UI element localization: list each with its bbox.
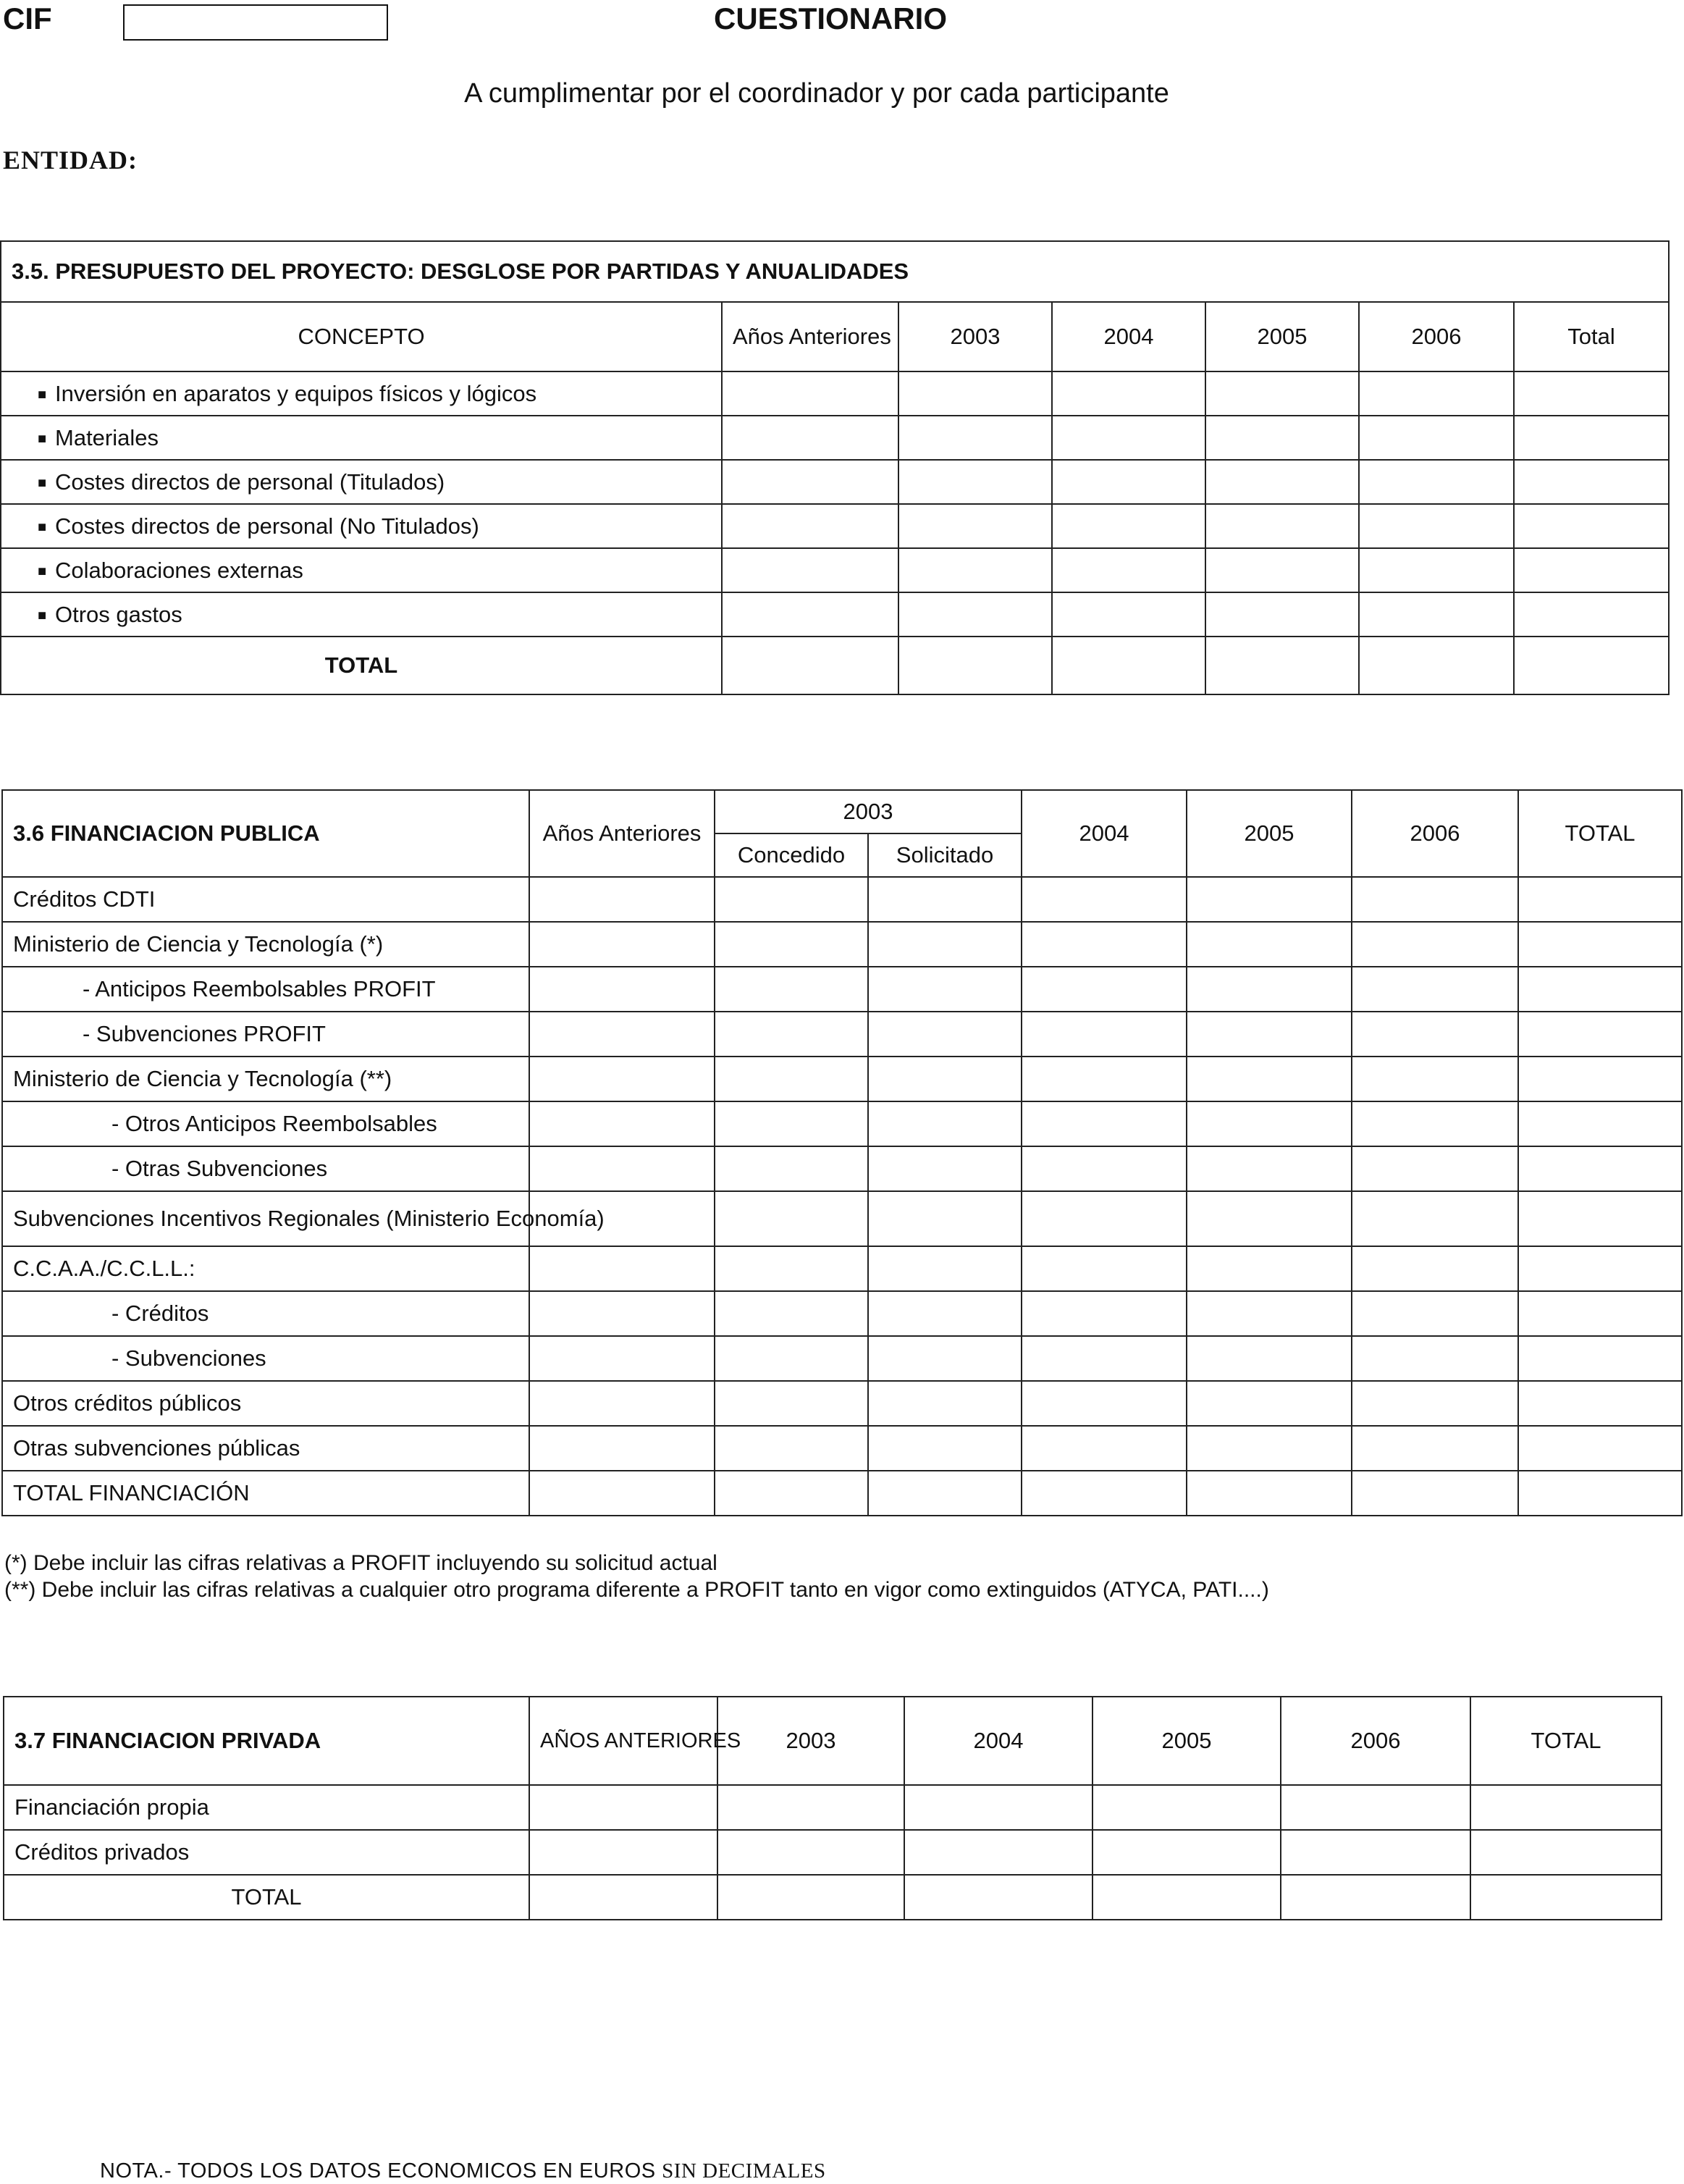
funding-cell[interactable] — [1518, 877, 1682, 922]
funding-cell[interactable] — [1518, 1336, 1682, 1381]
public-funding-row — [2, 1191, 1682, 1246]
budget-row-text: Materiales — [55, 424, 159, 450]
col-header-2006: 2006 — [1352, 790, 1518, 877]
funding-cell[interactable] — [1187, 1471, 1352, 1516]
funding-cell[interactable] — [1518, 967, 1682, 1012]
cif-label: CIF — [3, 1, 52, 35]
budget-cell[interactable] — [1359, 592, 1514, 637]
funding-cell[interactable] — [1187, 922, 1352, 967]
public-funding-row — [2, 1291, 1682, 1336]
col-header-anteriores: Años Anteriores — [529, 790, 715, 877]
public-funding-row — [2, 1381, 1682, 1426]
funding-cell[interactable] — [1518, 1012, 1682, 1057]
funding-cell[interactable] — [715, 1246, 868, 1291]
col-header-2003: 2003 — [717, 1697, 904, 1785]
concept-header: CONCEPTO — [1, 302, 722, 371]
budget-cell[interactable] — [1052, 504, 1205, 548]
budget-cell[interactable] — [722, 637, 898, 694]
budget-cell[interactable] — [1359, 416, 1514, 460]
funding-cell[interactable] — [1187, 1336, 1352, 1381]
funding-cell[interactable] — [904, 1875, 1093, 1920]
col-header-2003: 2003 — [715, 790, 1022, 833]
funding-cell[interactable] — [1281, 1830, 1470, 1875]
budget-section-title: 3.5. PRESUPUESTO DEL PROYECTO: DESGLOSE POR PARTIDAS Y ANUALIDADES — [1, 241, 1669, 302]
funding-cell[interactable] — [1352, 1146, 1518, 1191]
col-header-2005: 2005 — [1187, 790, 1352, 877]
budget-row-label — [1, 548, 722, 592]
funding-cell[interactable] — [529, 1291, 715, 1336]
funding-cell[interactable] — [1281, 1785, 1470, 1830]
funding-cell[interactable] — [529, 1246, 715, 1291]
bullet-icon: ■ — [38, 474, 47, 491]
funding-cell[interactable] — [1022, 877, 1187, 922]
funding-cell[interactable] — [1022, 1381, 1187, 1426]
funding-cell[interactable] — [715, 877, 868, 922]
budget-cell[interactable] — [898, 371, 1052, 416]
funding-cell[interactable] — [1022, 1471, 1187, 1516]
funding-cell[interactable] — [868, 1146, 1022, 1191]
funding-cell[interactable] — [1352, 877, 1518, 922]
budget-cell[interactable] — [898, 592, 1052, 637]
funding-cell[interactable] — [529, 1785, 717, 1830]
budget-total-label: TOTAL — [1, 637, 722, 694]
funding-cell[interactable] — [715, 1336, 868, 1381]
budget-cell[interactable] — [1514, 548, 1669, 592]
budget-cell[interactable] — [1052, 548, 1205, 592]
funding-cell[interactable] — [1352, 1191, 1518, 1246]
budget-row-text: Colaboraciones externas — [55, 557, 303, 583]
budget-row — [1, 504, 1669, 548]
budget-cell[interactable] — [1205, 460, 1359, 504]
funding-cell[interactable] — [1352, 1246, 1518, 1291]
public-funding-row-label: TOTAL FINANCIACIÓN — [2, 1471, 529, 1516]
public-funding-row — [2, 1426, 1682, 1471]
public-funding-table — [1, 789, 1683, 1516]
public-funding-row — [2, 1057, 1682, 1101]
funding-cell[interactable] — [529, 967, 715, 1012]
public-funding-row — [2, 1146, 1682, 1191]
funding-cell[interactable] — [1518, 1101, 1682, 1146]
budget-row — [1, 460, 1669, 504]
col-header-2004: 2004 — [1052, 302, 1205, 371]
funding-cell[interactable] — [868, 877, 1022, 922]
funding-cell[interactable] — [1352, 1291, 1518, 1336]
funding-cell[interactable] — [1022, 1246, 1187, 1291]
funding-cell[interactable] — [904, 1830, 1093, 1875]
budget-cell[interactable] — [722, 460, 898, 504]
public-funding-row-label: - Subvenciones PROFIT — [2, 1012, 529, 1057]
public-funding-row-label: Créditos CDTI — [2, 877, 529, 922]
public-funding-row-label: Subvenciones Incentivos Regionales (Ministerio Economía) — [2, 1191, 529, 1246]
footnote-1: (*) Debe incluir las cifras relativas a PROFIT incluyendo su solicitud actual — [4, 1551, 717, 1575]
public-funding-row-label: - Otras Subvenciones — [2, 1146, 529, 1191]
public-funding-row-label: Ministerio de Ciencia y Tecnología (*) — [2, 922, 529, 967]
funding-cell[interactable] — [1187, 967, 1352, 1012]
funding-cell[interactable] — [1518, 1291, 1682, 1336]
funding-cell[interactable] — [529, 1381, 715, 1426]
funding-cell[interactable] — [1470, 1785, 1662, 1830]
col-header-anteriores: Años Anteriores — [722, 302, 898, 371]
nota-prefix: NOTA.- TODOS LOS DATOS ECONOMICOS EN EUROS — [100, 2159, 662, 2183]
funding-cell[interactable] — [715, 922, 868, 967]
budget-cell[interactable] — [1514, 637, 1669, 694]
funding-cell[interactable] — [868, 1471, 1022, 1516]
funding-cell[interactable] — [1022, 1146, 1187, 1191]
budget-cell[interactable] — [722, 371, 898, 416]
funding-cell[interactable] — [1518, 1381, 1682, 1426]
funding-cell[interactable] — [1352, 1057, 1518, 1101]
funding-cell[interactable] — [1352, 1336, 1518, 1381]
funding-cell[interactable] — [1470, 1830, 1662, 1875]
funding-cell[interactable] — [868, 1057, 1022, 1101]
funding-cell[interactable] — [529, 1426, 715, 1471]
budget-row-label — [1, 504, 722, 548]
budget-row — [1, 548, 1669, 592]
funding-cell[interactable] — [717, 1875, 904, 1920]
private-funding-row — [4, 1830, 1662, 1875]
funding-cell[interactable] — [868, 1336, 1022, 1381]
public-funding-row-label: Otros créditos públicos — [2, 1381, 529, 1426]
budget-cell[interactable] — [898, 637, 1052, 694]
budget-row-text: Otros gastos — [55, 601, 182, 627]
budget-row-label — [1, 592, 722, 637]
budget-cell[interactable] — [1052, 592, 1205, 637]
funding-cell[interactable] — [1022, 1191, 1187, 1246]
funding-cell[interactable] — [1187, 1246, 1352, 1291]
funding-cell[interactable] — [868, 1426, 1022, 1471]
funding-cell[interactable] — [1352, 1426, 1518, 1471]
public-funding-row — [2, 877, 1682, 922]
public-funding-row-label: - Subvenciones — [2, 1336, 529, 1381]
funding-cell[interactable] — [1352, 967, 1518, 1012]
col-header-total: Total — [1514, 302, 1669, 371]
funding-cell[interactable] — [1187, 1012, 1352, 1057]
funding-cell[interactable] — [715, 1012, 868, 1057]
col-header-2006: 2006 — [1359, 302, 1514, 371]
funding-cell[interactable] — [715, 1057, 868, 1101]
budget-cell[interactable] — [722, 548, 898, 592]
footnote-2: (**) Debe incluir las cifras relativas a cualquier otro programa diferente a PROFIT tanto en vigor como extinguidos (ATYCA, PATI....) — [4, 1578, 1269, 1602]
budget-cell[interactable] — [1205, 637, 1359, 694]
col-header-anteriores: AÑOS ANTERIORES — [529, 1697, 717, 1785]
funding-cell[interactable] — [1022, 1101, 1187, 1146]
funding-cell[interactable] — [1187, 1146, 1352, 1191]
funding-cell[interactable] — [1352, 1471, 1518, 1516]
funding-cell[interactable] — [1022, 1426, 1187, 1471]
funding-cell[interactable] — [1093, 1785, 1281, 1830]
col-header-2004: 2004 — [1022, 790, 1187, 877]
budget-cell[interactable] — [1205, 548, 1359, 592]
funding-cell[interactable] — [868, 1191, 1022, 1246]
funding-cell[interactable] — [868, 1291, 1022, 1336]
funding-cell[interactable] — [529, 1830, 717, 1875]
budget-cell[interactable] — [1052, 460, 1205, 504]
public-funding-row-label: - Otros Anticipos Reembolsables — [2, 1101, 529, 1146]
bullet-icon: ■ — [38, 518, 47, 535]
funding-cell[interactable] — [1352, 1381, 1518, 1426]
bullet-icon: ■ — [38, 563, 47, 579]
funding-cell[interactable] — [1518, 1146, 1682, 1191]
funding-cell[interactable] — [715, 967, 868, 1012]
funding-cell[interactable] — [1022, 967, 1187, 1012]
budget-row — [1, 592, 1669, 637]
funding-cell[interactable] — [529, 1101, 715, 1146]
funding-cell[interactable] — [715, 1381, 868, 1426]
bullet-icon: ■ — [38, 607, 47, 623]
public-funding-row-label: C.C.A.A./C.C.L.L.: — [2, 1246, 529, 1291]
funding-cell[interactable] — [1187, 1426, 1352, 1471]
budget-row-text: Costes directos de personal (Titulados) — [55, 469, 445, 495]
budget-cell[interactable] — [1205, 371, 1359, 416]
funding-cell[interactable] — [715, 1471, 868, 1516]
funding-cell[interactable] — [1187, 1101, 1352, 1146]
budget-cell[interactable] — [1514, 371, 1669, 416]
col-header-total: TOTAL — [1470, 1697, 1662, 1785]
nota-suffix: SIN DECIMALES — [662, 2159, 826, 2183]
private-funding-row — [4, 1785, 1662, 1830]
funding-cell[interactable] — [1352, 1101, 1518, 1146]
document-title: CUESTIONARIO — [714, 1, 948, 35]
funding-cell[interactable] — [1187, 1057, 1352, 1101]
public-funding-row-label: Otras subvenciones públicas — [2, 1426, 529, 1471]
funding-cell[interactable] — [868, 1101, 1022, 1146]
budget-row-text: Costes directos de personal (No Titulados) — [55, 513, 479, 539]
funding-cell[interactable] — [1518, 1057, 1682, 1101]
funding-cell[interactable] — [1022, 1057, 1187, 1101]
budget-row — [1, 416, 1669, 460]
economic-data-note — [100, 2159, 826, 2183]
bullet-icon: ■ — [38, 386, 47, 403]
funding-cell[interactable] — [715, 1146, 868, 1191]
budget-cell[interactable] — [1205, 592, 1359, 637]
budget-cell[interactable] — [1052, 416, 1205, 460]
col-header-solicitado: Solicitado — [868, 833, 1022, 877]
funding-cell[interactable] — [1518, 1246, 1682, 1291]
public-funding-row — [2, 1336, 1682, 1381]
private-total-label: TOTAL — [4, 1875, 529, 1920]
funding-cell[interactable] — [1187, 1381, 1352, 1426]
col-header-2005: 2005 — [1205, 302, 1359, 371]
funding-cell[interactable] — [1352, 1012, 1518, 1057]
funding-cell[interactable] — [529, 877, 715, 922]
entidad-label: ENTIDAD: — [3, 146, 138, 175]
public-funding-row — [2, 1246, 1682, 1291]
funding-cell[interactable] — [529, 1875, 717, 1920]
budget-cell[interactable] — [1514, 460, 1669, 504]
budget-cell[interactable] — [722, 592, 898, 637]
funding-cell[interactable] — [1470, 1875, 1662, 1920]
col-header-total: TOTAL — [1518, 790, 1682, 877]
funding-cell[interactable] — [529, 1146, 715, 1191]
budget-row-label — [1, 371, 722, 416]
funding-cell[interactable] — [1518, 1471, 1682, 1516]
public-funding-row — [2, 1101, 1682, 1146]
funding-cell[interactable] — [529, 1057, 715, 1101]
budget-row-text: Inversión en aparatos y equipos físicos y lógicos — [55, 380, 537, 406]
funding-cell[interactable] — [1022, 1012, 1187, 1057]
funding-cell[interactable] — [868, 1012, 1022, 1057]
funding-cell[interactable] — [529, 922, 715, 967]
budget-cell[interactable] — [1359, 371, 1514, 416]
funding-cell[interactable] — [1022, 922, 1187, 967]
col-header-2003: 2003 — [898, 302, 1052, 371]
funding-cell[interactable] — [1093, 1875, 1281, 1920]
budget-cell[interactable] — [1514, 592, 1669, 637]
budget-cell[interactable] — [1052, 371, 1205, 416]
budget-row-label — [1, 460, 722, 504]
funding-cell[interactable] — [1022, 1336, 1187, 1381]
funding-cell[interactable] — [717, 1830, 904, 1875]
cif-input-box[interactable] — [123, 4, 388, 41]
budget-cell[interactable] — [898, 548, 1052, 592]
funding-cell[interactable] — [529, 1471, 715, 1516]
budget-cell[interactable] — [1052, 637, 1205, 694]
public-funding-row-label: Ministerio de Ciencia y Tecnología (**) — [2, 1057, 529, 1101]
funding-cell[interactable] — [715, 1426, 868, 1471]
budget-cell[interactable] — [1514, 504, 1669, 548]
funding-cell[interactable] — [868, 922, 1022, 967]
public-funding-title: 3.6 FINANCIACION PUBLICA — [2, 790, 529, 877]
private-funding-table — [3, 1696, 1662, 1920]
budget-row-label — [1, 416, 722, 460]
funding-cell[interactable] — [715, 1101, 868, 1146]
budget-cell[interactable] — [1205, 504, 1359, 548]
col-header-concedido: Concedido — [715, 833, 868, 877]
public-funding-row — [2, 1012, 1682, 1057]
funding-cell[interactable] — [868, 967, 1022, 1012]
funding-cell[interactable] — [1187, 1291, 1352, 1336]
budget-cell[interactable] — [722, 504, 898, 548]
budget-cell[interactable] — [1359, 504, 1514, 548]
budget-row — [1, 371, 1669, 416]
funding-cell[interactable] — [1022, 1291, 1187, 1336]
funding-cell[interactable] — [1187, 877, 1352, 922]
budget-cell[interactable] — [1359, 637, 1514, 694]
funding-cell[interactable] — [1352, 922, 1518, 967]
funding-cell[interactable] — [717, 1785, 904, 1830]
private-funding-title: 3.7 FINANCIACION PRIVADA — [4, 1697, 529, 1785]
budget-cell[interactable] — [1514, 416, 1669, 460]
document-subtitle: A cumplimentar por el coordinador y por cada participante — [464, 78, 1169, 109]
public-funding-row — [2, 967, 1682, 1012]
col-header-2005: 2005 — [1093, 1697, 1281, 1785]
funding-cell[interactable] — [868, 1246, 1022, 1291]
budget-cell[interactable] — [722, 416, 898, 460]
budget-cell[interactable] — [1359, 460, 1514, 504]
funding-cell[interactable] — [1281, 1875, 1470, 1920]
budget-table — [0, 240, 1670, 695]
funding-cell[interactable] — [1093, 1830, 1281, 1875]
funding-cell[interactable] — [715, 1191, 868, 1246]
private-funding-row-label: Financiación propia — [4, 1785, 529, 1830]
private-funding-row-label: Créditos privados — [4, 1830, 529, 1875]
budget-cell[interactable] — [1205, 416, 1359, 460]
public-funding-row-label: - Anticipos Reembolsables PROFIT — [2, 967, 529, 1012]
funding-cell[interactable] — [715, 1291, 868, 1336]
budget-cell[interactable] — [1359, 548, 1514, 592]
funding-cell[interactable] — [868, 1381, 1022, 1426]
funding-cell[interactable] — [904, 1785, 1093, 1830]
funding-cell[interactable] — [529, 1012, 715, 1057]
col-header-2006: 2006 — [1281, 1697, 1470, 1785]
col-header-2004: 2004 — [904, 1697, 1093, 1785]
budget-cell[interactable] — [898, 460, 1052, 504]
budget-cell[interactable] — [898, 416, 1052, 460]
funding-cell[interactable] — [529, 1336, 715, 1381]
public-funding-row — [2, 1471, 1682, 1516]
budget-cell[interactable] — [898, 504, 1052, 548]
footnotes — [4, 1550, 1269, 1603]
public-funding-row — [2, 922, 1682, 967]
funding-cell[interactable] — [1187, 1191, 1352, 1246]
funding-cell[interactable] — [1518, 1191, 1682, 1246]
bullet-icon: ■ — [38, 430, 47, 447]
public-funding-row-label: - Créditos — [2, 1291, 529, 1336]
funding-cell[interactable] — [1518, 922, 1682, 967]
funding-cell[interactable] — [1518, 1426, 1682, 1471]
